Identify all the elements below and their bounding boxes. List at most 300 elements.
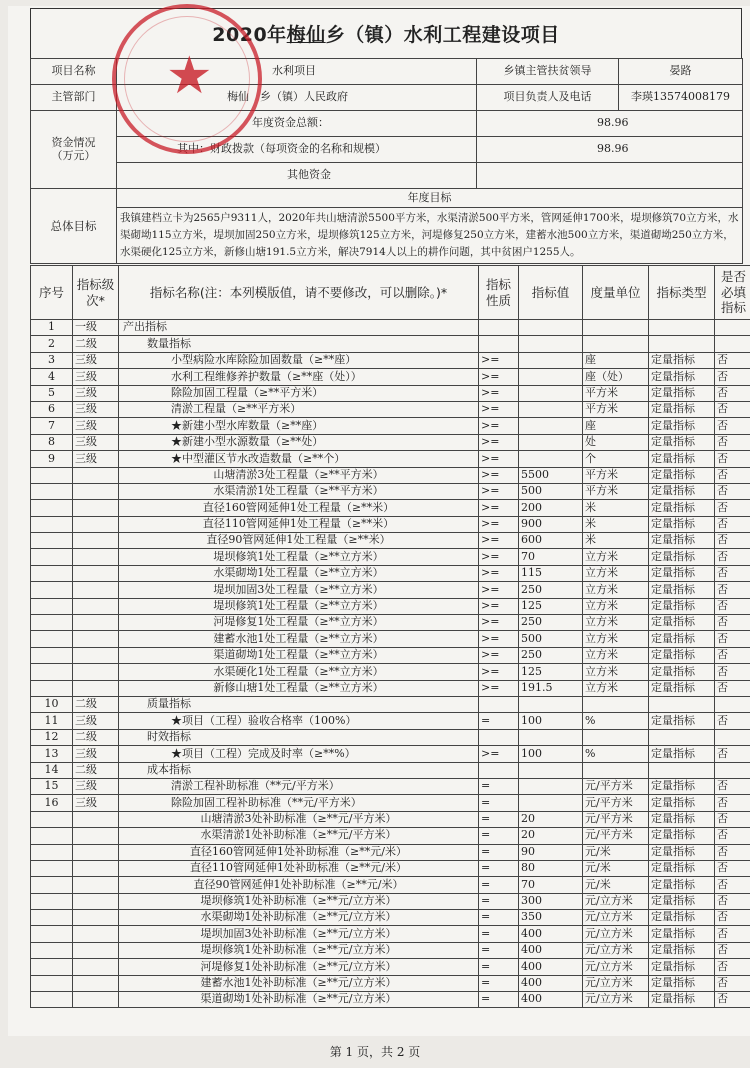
row-value	[519, 336, 583, 352]
table-row	[31, 418, 750, 434]
row-value: 125	[519, 664, 583, 680]
row-level: 三级	[73, 352, 119, 368]
goal-header: 年度目标	[117, 189, 743, 208]
row-type: 定量指标	[649, 483, 715, 499]
table-row	[31, 320, 750, 336]
row-unit: 平方米	[583, 467, 649, 483]
row-no	[31, 926, 73, 942]
table-row	[31, 647, 750, 663]
project-info-table	[30, 58, 743, 264]
row-no	[31, 565, 73, 581]
row-prop: =	[479, 778, 519, 794]
row-type: 定量指标	[649, 795, 715, 811]
row-required: 否	[715, 418, 750, 434]
row-type: 定量指标	[649, 385, 715, 401]
row-required	[715, 729, 750, 745]
row-value: 900	[519, 516, 583, 532]
project-name-value: 水利项目	[117, 59, 477, 85]
title-suffix: 乡（镇）水利工程建设项目	[325, 24, 560, 46]
row-type	[649, 320, 715, 336]
row-prop	[479, 729, 519, 745]
row-level	[73, 910, 119, 926]
row-name: 水渠硬化1处工程量（≥**立方米）	[119, 664, 479, 680]
row-type: 定量指标	[649, 647, 715, 663]
row-required: 否	[715, 565, 750, 581]
table-row	[31, 811, 750, 827]
row-name: 水利工程维修养护数量（≥**座（处））	[119, 369, 479, 385]
row-level	[73, 500, 119, 516]
row-unit: 平方米	[583, 483, 649, 499]
row-level: 三级	[73, 385, 119, 401]
dept-label: 主管部门	[31, 85, 117, 111]
row-unit	[583, 336, 649, 352]
row-unit: 立方米	[583, 615, 649, 631]
row-value	[519, 451, 583, 467]
row-level	[73, 615, 119, 631]
row-level	[73, 467, 119, 483]
row-prop: >=	[479, 451, 519, 467]
row-value: 250	[519, 582, 583, 598]
table-row	[31, 746, 750, 762]
row-type: 定量指标	[649, 500, 715, 516]
row-type: 定量指标	[649, 401, 715, 417]
row-type: 定量指标	[649, 664, 715, 680]
row-type: 定量指标	[649, 533, 715, 549]
goal-side-label	[31, 189, 117, 264]
row-name: 直径90管网延伸1处工程量（≥**米）	[119, 533, 479, 549]
row-no	[31, 631, 73, 647]
row-required: 否	[715, 746, 750, 762]
row-name: 时效指标	[119, 729, 479, 745]
row-type: 定量指标	[649, 910, 715, 926]
table-row	[31, 926, 750, 942]
table-row	[31, 516, 750, 532]
row-name: 堤坝加固3处工程量（≥**立方米）	[119, 582, 479, 598]
row-prop: =	[479, 893, 519, 909]
row-no	[31, 992, 73, 1008]
row-level: 二级	[73, 729, 119, 745]
row-level	[73, 598, 119, 614]
row-required: 否	[715, 434, 750, 450]
table-row	[31, 467, 750, 483]
row-name: 质量指标	[119, 696, 479, 712]
table-row	[31, 533, 750, 549]
row-no	[31, 647, 73, 663]
row-required: 否	[715, 647, 750, 663]
row-value: 90	[519, 844, 583, 860]
row-name: 堤坝修筑1处工程量（≥**立方米）	[119, 598, 479, 614]
row-no: 8	[31, 434, 73, 450]
row-unit: 立方米	[583, 549, 649, 565]
row-type: 定量指标	[649, 877, 715, 893]
row-unit: 米	[583, 500, 649, 516]
row-value: 100	[519, 746, 583, 762]
row-unit	[583, 729, 649, 745]
row-unit: 立方米	[583, 565, 649, 581]
row-no: 7	[31, 418, 73, 434]
row-no: 10	[31, 696, 73, 712]
row-no	[31, 664, 73, 680]
table-row	[31, 549, 750, 565]
row-required: 否	[715, 516, 750, 532]
row-level	[73, 647, 119, 663]
row-type: 定量指标	[649, 778, 715, 794]
row-unit: 元/平方米	[583, 811, 649, 827]
row-type: 定量指标	[649, 828, 715, 844]
row-prop: >=	[479, 516, 519, 532]
row-prop: =	[479, 877, 519, 893]
row-no: 15	[31, 778, 73, 794]
row-value: 250	[519, 647, 583, 663]
row-prop: >=	[479, 664, 519, 680]
row-prop	[479, 336, 519, 352]
row-name: 新修山塘1处工程量（≥**立方米）	[119, 680, 479, 696]
row-level: 二级	[73, 336, 119, 352]
row-name: 直径160管网延伸1处工程量（≥**米）	[119, 500, 479, 516]
row-name: 水渠砌坳1处补助标准（≥**元/立方米）	[119, 910, 479, 926]
header-level: 指标级次*	[73, 266, 119, 320]
table-row	[31, 795, 750, 811]
goal-side-text: 总体目标	[50, 218, 97, 233]
row-no	[31, 467, 73, 483]
row-type	[649, 762, 715, 778]
row-value	[519, 434, 583, 450]
row-no	[31, 500, 73, 516]
dept-value: 梅仙 乡（镇）人民政府	[117, 85, 477, 111]
row-value: 500	[519, 483, 583, 499]
row-name: 堤坝修筑1处工程量（≥**立方米）	[119, 549, 479, 565]
row-level	[73, 877, 119, 893]
row-required: 否	[715, 877, 750, 893]
row-level	[73, 926, 119, 942]
table-row	[31, 680, 750, 696]
contact-value: 李瑛13574008179	[619, 85, 743, 111]
document-title	[30, 8, 742, 58]
row-prop: >=	[479, 401, 519, 417]
row-level	[73, 483, 119, 499]
row-value	[519, 385, 583, 401]
row-name: 河堤修复1处补助标准（≥**元/立方米）	[119, 959, 479, 975]
row-unit: 立方米	[583, 680, 649, 696]
row-prop: >=	[479, 369, 519, 385]
row-unit: 立方米	[583, 647, 649, 663]
row-level: 三级	[73, 418, 119, 434]
row-name: 产出指标	[119, 320, 479, 336]
table-row	[31, 959, 750, 975]
row-no	[31, 549, 73, 565]
row-no	[31, 598, 73, 614]
row-required: 否	[715, 401, 750, 417]
row-no	[31, 959, 73, 975]
row-required: 否	[715, 926, 750, 942]
row-prop: >=	[479, 598, 519, 614]
row-level: 二级	[73, 762, 119, 778]
row-required: 否	[715, 959, 750, 975]
row-level	[73, 860, 119, 876]
row-level: 三级	[73, 401, 119, 417]
row-required: 否	[715, 369, 750, 385]
table-row	[31, 369, 750, 385]
row-no: 16	[31, 795, 73, 811]
row-unit: 元/米	[583, 844, 649, 860]
row-prop: >=	[479, 746, 519, 762]
table-header-row	[31, 266, 750, 320]
row-unit: 元/平方米	[583, 795, 649, 811]
table-row	[31, 942, 750, 958]
row-value	[519, 729, 583, 745]
row-type: 定量指标	[649, 549, 715, 565]
row-prop: >=	[479, 565, 519, 581]
table-row	[31, 713, 750, 729]
row-value: 5500	[519, 467, 583, 483]
row-unit: 元/平方米	[583, 828, 649, 844]
row-prop: >=	[479, 385, 519, 401]
row-level	[73, 975, 119, 991]
row-required: 否	[715, 631, 750, 647]
row-type: 定量指标	[649, 582, 715, 598]
row-prop	[479, 762, 519, 778]
row-no: 5	[31, 385, 73, 401]
row-no: 1	[31, 320, 73, 336]
row-prop: >=	[479, 680, 519, 696]
row-value	[519, 401, 583, 417]
row-prop: >=	[479, 500, 519, 516]
row-unit: 元/立方米	[583, 975, 649, 991]
row-type: 定量指标	[649, 992, 715, 1008]
row-required: 否	[715, 385, 750, 401]
row-required: 否	[715, 451, 750, 467]
row-level	[73, 811, 119, 827]
table-row	[31, 615, 750, 631]
row-level: 三级	[73, 713, 119, 729]
table-row	[31, 893, 750, 909]
row-value	[519, 418, 583, 434]
row-prop: >=	[479, 533, 519, 549]
row-prop: >=	[479, 418, 519, 434]
row-name: 除险加固工程补助标准（**元/平方米）	[119, 795, 479, 811]
row-value: 80	[519, 860, 583, 876]
row-required: 否	[715, 664, 750, 680]
title-year: 2020年	[212, 24, 287, 46]
table-row	[31, 729, 750, 745]
row-type: 定量指标	[649, 926, 715, 942]
table-row	[31, 664, 750, 680]
row-prop: >=	[479, 631, 519, 647]
goal-text: 我镇建档立卡为2565户9311人，2020年共山塘清淤5500平方米，水渠清淤500平方米，管网延伸1700米，堤坝修筑70立方米，水渠砌坳115立方米，堤坝加固250立方米，堤坝修筑125立方米，河堤修复250立方米，建蓄水池500立方米，渠道砌坳250立方米，水渠硬化125立方米，新修山塘191.5立方米，解决7914人以上的耕作问题，其中贫困户1255人。	[117, 208, 743, 264]
row-no	[31, 975, 73, 991]
row-unit: 米	[583, 533, 649, 549]
row-unit: 座（处）	[583, 369, 649, 385]
table-row	[31, 844, 750, 860]
row-no	[31, 860, 73, 876]
row-type: 定量指标	[649, 352, 715, 368]
row-level	[73, 516, 119, 532]
row-value: 125	[519, 598, 583, 614]
row-value: 191.5	[519, 680, 583, 696]
row-prop: =	[479, 926, 519, 942]
row-unit: 米	[583, 516, 649, 532]
row-prop: >=	[479, 434, 519, 450]
row-type: 定量指标	[649, 942, 715, 958]
row-value: 100	[519, 713, 583, 729]
row-type: 定量指标	[649, 369, 715, 385]
table-row	[31, 828, 750, 844]
contact-label: 项目负责人及电话	[477, 85, 619, 111]
table-row	[31, 451, 750, 467]
row-level	[73, 582, 119, 598]
row-prop: =	[479, 860, 519, 876]
row-no: 4	[31, 369, 73, 385]
row-required: 否	[715, 778, 750, 794]
row-level: 三级	[73, 434, 119, 450]
row-required: 否	[715, 598, 750, 614]
row-level: 三级	[73, 795, 119, 811]
row-unit: 元/立方米	[583, 926, 649, 942]
table-row	[31, 483, 750, 499]
row-name: 水渠砌坳1处工程量（≥**立方米）	[119, 565, 479, 581]
fiscal-value: 98.96	[477, 137, 743, 163]
row-level	[73, 533, 119, 549]
row-type: 定量指标	[649, 746, 715, 762]
row-unit: 处	[583, 434, 649, 450]
row-name: ★新建小型水库数量（≥**座）	[119, 418, 479, 434]
row-name: 清淤工程补助标准（**元/平方米）	[119, 778, 479, 794]
row-name: 山塘清淤3处工程量（≥**平方米）	[119, 467, 479, 483]
row-prop: =	[479, 844, 519, 860]
row-value: 200	[519, 500, 583, 516]
row-unit: 立方米	[583, 631, 649, 647]
row-name: 堤坝加固3处补助标准（≥**元/立方米）	[119, 926, 479, 942]
fiscal-label: 其中：财政拨款（每项资金的名称和规模）	[117, 137, 477, 163]
row-name: 直径160管网延伸1处补助标准（≥**元/米）	[119, 844, 479, 860]
row-name: 渠道砌坳1处补助标准（≥**元/立方米）	[119, 992, 479, 1008]
row-level	[73, 549, 119, 565]
row-no	[31, 893, 73, 909]
row-prop: >=	[479, 483, 519, 499]
row-value	[519, 369, 583, 385]
row-no	[31, 828, 73, 844]
row-unit: 元/立方米	[583, 992, 649, 1008]
row-value: 400	[519, 992, 583, 1008]
row-no: 14	[31, 762, 73, 778]
header-name: 指标名称(注：本列模版值，请不要修改，可以删除。)*	[119, 266, 479, 320]
row-required: 否	[715, 582, 750, 598]
row-value: 400	[519, 942, 583, 958]
row-unit: 平方米	[583, 401, 649, 417]
row-value: 300	[519, 893, 583, 909]
row-type: 定量指标	[649, 713, 715, 729]
row-type: 定量指标	[649, 418, 715, 434]
row-no: 12	[31, 729, 73, 745]
row-no: 13	[31, 746, 73, 762]
row-no	[31, 533, 73, 549]
row-value: 600	[519, 533, 583, 549]
table-row	[31, 860, 750, 876]
table-row	[31, 336, 750, 352]
table-row	[31, 401, 750, 417]
row-name: ★中型灌区节水改造数量（≥**个）	[119, 451, 479, 467]
row-unit: 元/米	[583, 877, 649, 893]
row-value	[519, 795, 583, 811]
row-level	[73, 893, 119, 909]
row-required: 否	[715, 483, 750, 499]
row-value	[519, 352, 583, 368]
row-type: 定量指标	[649, 598, 715, 614]
row-name: 直径90管网延伸1处补助标准（≥**元/米）	[119, 877, 479, 893]
table-row	[31, 975, 750, 991]
row-unit: 元/立方米	[583, 910, 649, 926]
other-value	[477, 163, 743, 189]
row-value: 250	[519, 615, 583, 631]
row-name: 除险加固工程量（≥**平方米）	[119, 385, 479, 401]
row-required: 否	[715, 910, 750, 926]
row-prop: >=	[479, 352, 519, 368]
row-level	[73, 942, 119, 958]
row-prop: =	[479, 795, 519, 811]
row-no: 6	[31, 401, 73, 417]
table-row	[31, 910, 750, 926]
header-prop: 指标性质	[479, 266, 519, 320]
row-prop: >=	[479, 582, 519, 598]
row-type: 定量指标	[649, 631, 715, 647]
row-required: 否	[715, 992, 750, 1008]
leader-value: 晏路	[619, 59, 743, 85]
row-prop: =	[479, 992, 519, 1008]
table-row	[31, 434, 750, 450]
row-required	[715, 336, 750, 352]
table-row	[31, 877, 750, 893]
row-value	[519, 762, 583, 778]
row-prop: >=	[479, 467, 519, 483]
row-required: 否	[715, 713, 750, 729]
row-required: 否	[715, 467, 750, 483]
row-level	[73, 680, 119, 696]
row-unit: 元/立方米	[583, 942, 649, 958]
row-type: 定量指标	[649, 959, 715, 975]
row-value	[519, 696, 583, 712]
row-unit: 座	[583, 352, 649, 368]
row-value: 400	[519, 926, 583, 942]
row-required: 否	[715, 795, 750, 811]
row-type: 定量指标	[649, 860, 715, 876]
row-required: 否	[715, 844, 750, 860]
row-level: 一级	[73, 320, 119, 336]
row-name: 清淤工程量（≥**平方米）	[119, 401, 479, 417]
row-name: 直径110管网延伸1处补助标准（≥**元/米）	[119, 860, 479, 876]
table-row	[31, 762, 750, 778]
row-unit: 座	[583, 418, 649, 434]
row-unit: 立方米	[583, 664, 649, 680]
row-prop: =	[479, 811, 519, 827]
row-type: 定量指标	[649, 893, 715, 909]
row-required: 否	[715, 811, 750, 827]
annual-label: 年度资金总额：	[117, 111, 477, 137]
row-no	[31, 811, 73, 827]
row-level: 二级	[73, 696, 119, 712]
row-type: 定量指标	[649, 811, 715, 827]
row-name: 建蓄水池1处补助标准（≥**元/立方米）	[119, 975, 479, 991]
table-row	[31, 631, 750, 647]
annual-value: 98.96	[477, 111, 743, 137]
row-required	[715, 696, 750, 712]
row-unit	[583, 320, 649, 336]
row-type: 定量指标	[649, 680, 715, 696]
row-prop: =	[479, 942, 519, 958]
row-type: 定量指标	[649, 615, 715, 631]
project-name-label: 项目名称	[31, 59, 117, 85]
row-unit: %	[583, 746, 649, 762]
row-value: 20	[519, 811, 583, 827]
